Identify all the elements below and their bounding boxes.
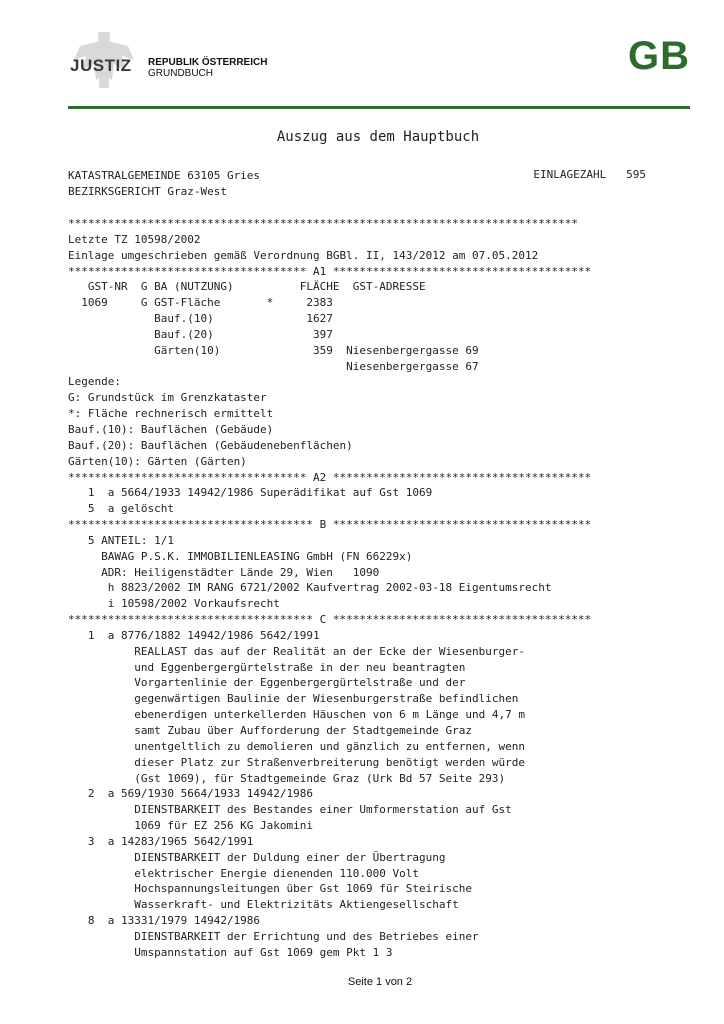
page-title: Auszug aus dem Hauptbuch	[276, 129, 480, 145]
text-line: Bauf.(10): Bauflächen (Gebäude)	[68, 422, 274, 436]
text-line: 2 a 569/1930 5664/1933 14942/1986	[68, 787, 314, 801]
text-line: *: Fläche rechnerisch ermittelt	[68, 407, 274, 421]
text-line: DIENSTBARKEIT des Bestandes einer Umformerstation auf Gst	[68, 803, 512, 817]
text-line: Wasserkraft- und Elektrizitäts Aktiengesellschaft	[68, 898, 459, 912]
text-line: 3 a 14283/1965 5642/1991	[68, 834, 254, 848]
text-line: ************************************* C ***************************************	[68, 613, 592, 627]
justiz-logo-text: JUSTIZ	[70, 56, 132, 75]
text-line: 5 a gelöscht	[68, 502, 174, 516]
text-line: elektrischer Energie dienenden 110.000 Volt	[68, 866, 419, 880]
katastral-line: KATASTRALGEMEINDE 63105 Gries	[68, 169, 261, 182]
header-divider	[68, 106, 690, 109]
bezirksgericht-line: BEZIRKSGERICHT Graz-West	[68, 185, 227, 198]
text-line: Bauf.(20): Bauflächen (Gebäudenebenflächen)	[68, 438, 353, 452]
text-line: ************************************ A1 ***************************************	[68, 264, 592, 278]
text-line: BAWAG P.S.K. IMMOBILIENLEASING GmbH (FN 66229x)	[68, 549, 413, 563]
text-line: dieser Platz zur Straßenverbreiterung benötigt werden würde	[68, 755, 525, 769]
text-line: gegenwärtigen Baulinie der Wiesenburgerstraße befindlichen	[68, 692, 519, 706]
text-line: i 10598/2002 Vorkaufsrecht	[68, 597, 280, 611]
text-line: unentgeltlich zu demolieren und gänzlich zu entfernen, wenn	[68, 739, 525, 753]
text-line: REALLAST das auf der Realität an der Ecke der Wiesenburger-	[68, 644, 525, 658]
text-line: ADR: Heiligenstädter Lände 29, Wien 1090	[68, 565, 380, 579]
text-line: G: Grundstück im Grenzkataster	[68, 391, 267, 405]
republik-label	[148, 57, 267, 79]
text-line: Gärten(10): Gärten (Gärten)	[68, 454, 247, 468]
text-line: Einlage umgeschrieben gemäß Verordnung BGBl. II, 143/2012 am 07.05.2012	[68, 248, 539, 262]
text-line: GST-NR G BA (NUTZUNG) FLÄCHE GST-ADRESSE	[68, 280, 426, 294]
text-line: 8 a 13331/1979 14942/1986	[68, 914, 261, 928]
text-line: DIENSTBARKEIT der Duldung einer der Übertragung	[68, 850, 446, 864]
text-line: 5 ANTEIL: 1/1	[68, 533, 174, 547]
document-body	[68, 216, 591, 961]
text-line: ************************************* B ***************************************	[68, 518, 592, 532]
text-line: Niesenbergergasse 67	[68, 359, 479, 373]
text-line: und Eggenbergergürtelstraße in der neu beantragten	[68, 660, 466, 674]
text-line: 1069 für EZ 256 KG Jakomini	[68, 819, 314, 833]
text-line: 1 a 5664/1933 14942/1986 Superädifikat auf Gst 1069	[68, 486, 433, 500]
text-line: Bauf.(10) 1627	[68, 312, 333, 326]
text-line: Vorgartenlinie der Eggenbergergürtelstraße und der	[68, 676, 466, 690]
page-footer: Seite 1 von 2	[347, 976, 413, 988]
text-line: ebenerdigen unterkellerden Häuschen von 6 m Länge und 4,7 m	[68, 708, 525, 722]
einlagezahl-line: EINLAGEZAHL 595	[533, 168, 646, 181]
text-line: Letzte TZ 10598/2002	[68, 232, 201, 246]
text-line: Umspannstation auf Gst 1069 gem Pkt 1 3	[68, 945, 393, 959]
text-line: 1069 G GST-Fläche * 2383	[68, 296, 333, 310]
text-line: ************************************ A2 ***************************************	[68, 470, 592, 484]
text-line: samt Zubau über Aufforderung der Stadtgemeinde Graz	[68, 724, 472, 737]
republik-text: REPUBLIK ÖSTERREICH	[148, 57, 268, 68]
text-line: (Gst 1069), für Stadtgemeinde Graz (Urk Bd 57 Seite 293)	[68, 771, 506, 785]
text-line: Gärten(10) 359 Niesenbergergasse 69	[68, 343, 479, 357]
grundbuch-text: GRUNDBUCH	[148, 68, 213, 79]
text-line: *****************************************************************************	[68, 217, 578, 230]
text-line: Legende:	[68, 375, 121, 389]
text-line: Hochspannungsleitungen über Gst 1069 für Steirische	[68, 882, 472, 896]
text-line: DIENSTBARKEIT der Errichtung und des Betriebes einer	[68, 929, 479, 943]
text-line: Bauf.(20) 397	[68, 327, 333, 341]
text-line: 1 a 8776/1882 14942/1986 5642/1991	[68, 628, 320, 642]
gb-label: GB	[628, 34, 690, 78]
text-line: h 8823/2002 IM RANG 6721/2002 Kaufvertrag 2002-03-18 Eigentumsrecht	[68, 581, 552, 595]
